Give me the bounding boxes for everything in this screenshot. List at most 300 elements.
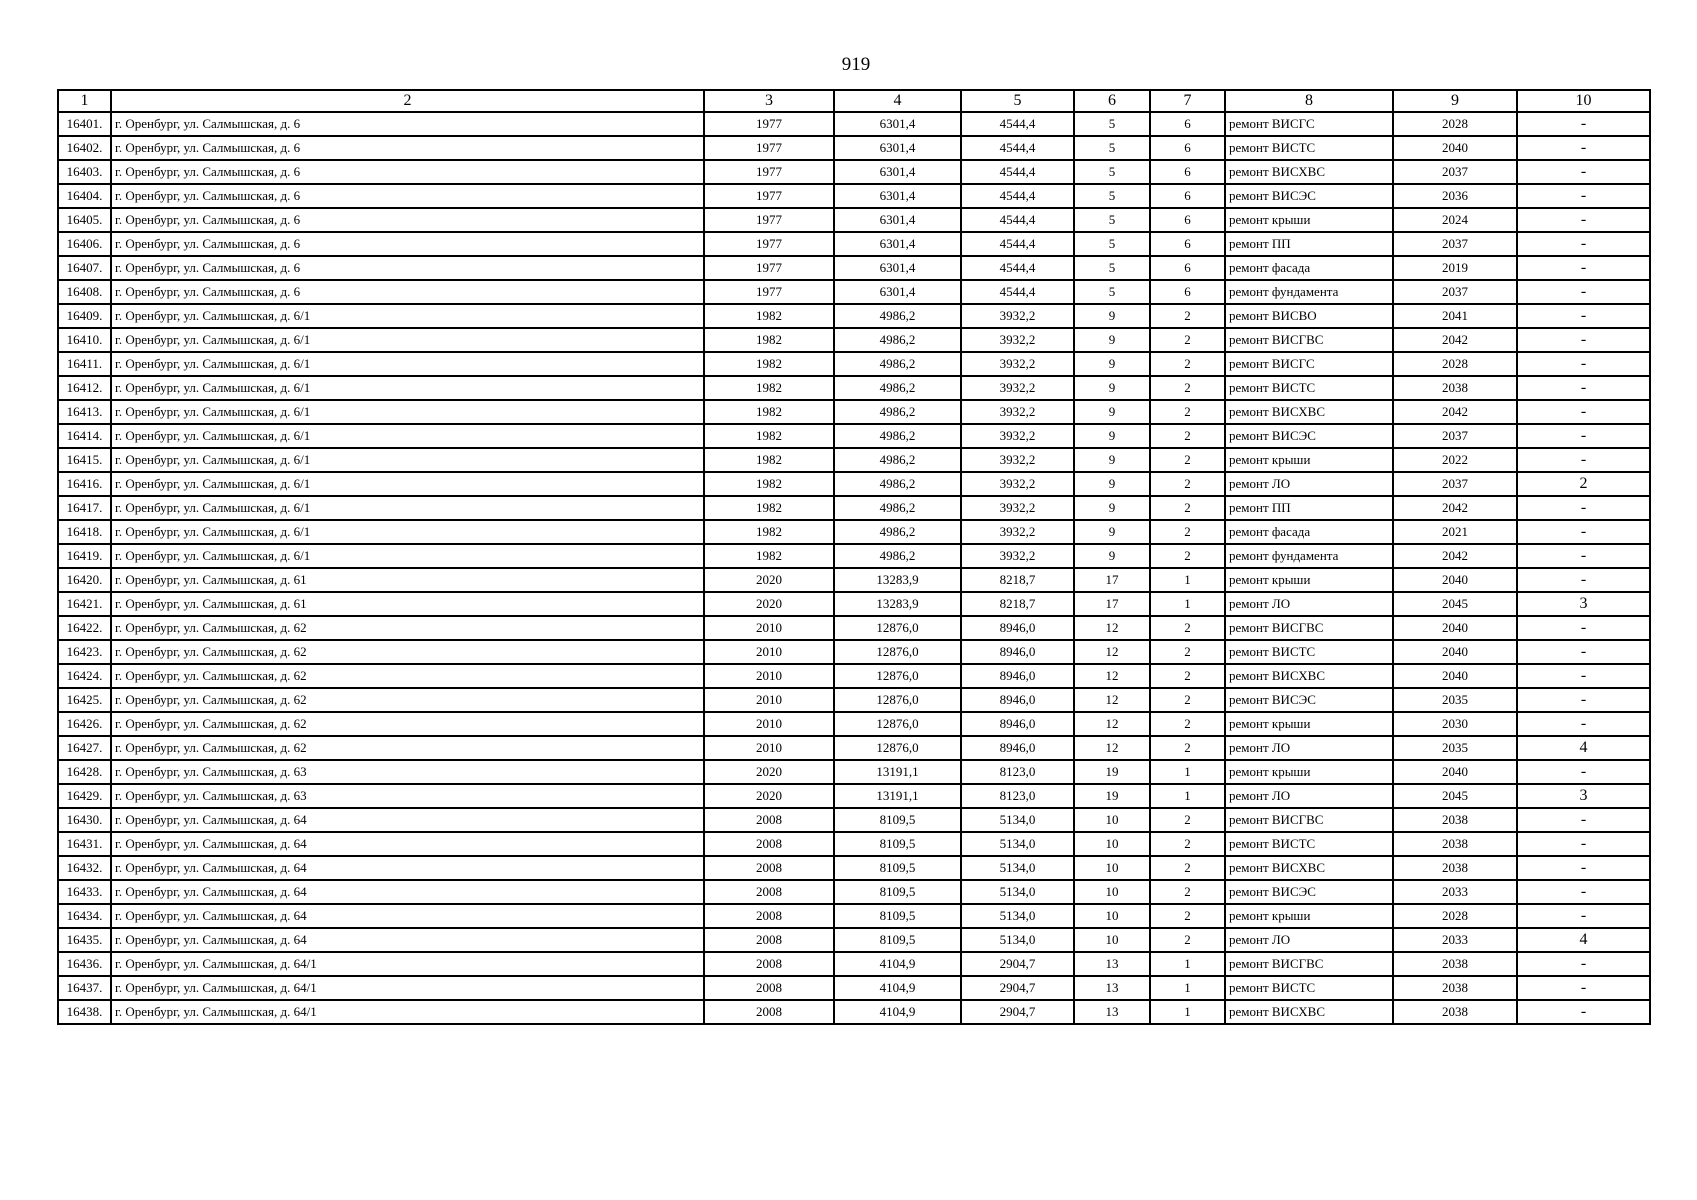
- table-row: [58, 856, 1650, 880]
- address-cell: г. Оренбург, ул. Салмышская, д. 6: [111, 232, 704, 256]
- entrances-cell: 2: [1150, 472, 1225, 496]
- floors-cell: 10: [1074, 808, 1150, 832]
- table-row: [58, 232, 1650, 256]
- row-number: 16427.: [58, 736, 111, 760]
- address-cell: г. Оренбург, ул. Салмышская, д. 62: [111, 664, 704, 688]
- living-area-cell: 5134,0: [961, 832, 1074, 856]
- living-area-cell: 3932,2: [961, 328, 1074, 352]
- floors-cell: 10: [1074, 856, 1150, 880]
- table-row: [58, 928, 1650, 952]
- row-number: 16421.: [58, 592, 111, 616]
- floors-cell: 5: [1074, 208, 1150, 232]
- row-number: 16413.: [58, 400, 111, 424]
- entrances-cell: 2: [1150, 904, 1225, 928]
- floors-cell: 9: [1074, 304, 1150, 328]
- address-cell: г. Оренбург, ул. Салмышская, д. 64/1: [111, 976, 704, 1000]
- address-cell: г. Оренбург, ул. Салмышская, д. 6: [111, 280, 704, 304]
- living-area-cell: 3932,2: [961, 352, 1074, 376]
- address-cell: г. Оренбург, ул. Салмышская, д. 62: [111, 736, 704, 760]
- planned-year-cell: 2019: [1393, 256, 1517, 280]
- total-area-cell: 6301,4: [834, 112, 961, 136]
- year-cell: 2008: [704, 928, 834, 952]
- work-type-cell: ремонт ВИСХВС: [1225, 160, 1393, 184]
- total-area-cell: 13283,9: [834, 592, 961, 616]
- work-type-cell: ремонт ВИСТС: [1225, 640, 1393, 664]
- total-area-cell: 4986,2: [834, 424, 961, 448]
- entrances-cell: 1: [1150, 760, 1225, 784]
- table-row: [58, 376, 1650, 400]
- living-area-cell: 4544,4: [961, 160, 1074, 184]
- total-area-cell: 8109,5: [834, 880, 961, 904]
- row-number: 16414.: [58, 424, 111, 448]
- entrances-cell: 2: [1150, 880, 1225, 904]
- entrances-cell: 2: [1150, 712, 1225, 736]
- table-row: [58, 544, 1650, 568]
- living-area-cell: 5134,0: [961, 928, 1074, 952]
- table-row: [58, 880, 1650, 904]
- address-cell: г. Оренбург, ул. Салмышская, д. 64: [111, 856, 704, 880]
- address-cell: г. Оренбург, ул. Салмышская, д. 61: [111, 568, 704, 592]
- entrances-cell: 6: [1150, 256, 1225, 280]
- row-number: 16438.: [58, 1000, 111, 1024]
- table-body: [58, 112, 1650, 1024]
- floors-cell: 13: [1074, 976, 1150, 1000]
- table-row: [58, 352, 1650, 376]
- address-cell: г. Оренбург, ул. Салмышская, д. 6/1: [111, 424, 704, 448]
- planned-year-cell: 2038: [1393, 856, 1517, 880]
- lifts-cell: -: [1517, 424, 1650, 448]
- table-row: [58, 448, 1650, 472]
- lifts-cell: -: [1517, 352, 1650, 376]
- lifts-cell: -: [1517, 328, 1650, 352]
- page-number: 919: [841, 54, 871, 75]
- year-cell: 2020: [704, 592, 834, 616]
- work-type-cell: ремонт ВИСХВС: [1225, 856, 1393, 880]
- table-row: [58, 808, 1650, 832]
- work-type-cell: ремонт фундамента: [1225, 544, 1393, 568]
- total-area-cell: 12876,0: [834, 640, 961, 664]
- living-area-cell: 5134,0: [961, 856, 1074, 880]
- lifts-cell: -: [1517, 520, 1650, 544]
- planned-year-cell: 2040: [1393, 640, 1517, 664]
- data-table: [57, 89, 1651, 1025]
- row-number: 16408.: [58, 280, 111, 304]
- total-area-cell: 6301,4: [834, 160, 961, 184]
- lifts-cell: -: [1517, 808, 1650, 832]
- address-cell: г. Оренбург, ул. Салмышская, д. 64: [111, 904, 704, 928]
- address-cell: г. Оренбург, ул. Салмышская, д. 6/1: [111, 328, 704, 352]
- work-type-cell: ремонт фундамента: [1225, 280, 1393, 304]
- total-area-cell: 6301,4: [834, 136, 961, 160]
- planned-year-cell: 2038: [1393, 976, 1517, 1000]
- living-area-cell: 8946,0: [961, 688, 1074, 712]
- planned-year-cell: 2038: [1393, 1000, 1517, 1024]
- year-cell: 1982: [704, 472, 834, 496]
- work-type-cell: ремонт крыши: [1225, 904, 1393, 928]
- entrances-cell: 2: [1150, 352, 1225, 376]
- address-cell: г. Оренбург, ул. Салмышская, д. 64: [111, 880, 704, 904]
- table-row: [58, 976, 1650, 1000]
- planned-year-cell: 2033: [1393, 880, 1517, 904]
- work-type-cell: ремонт ВИСХВС: [1225, 664, 1393, 688]
- table-row: [58, 760, 1650, 784]
- total-area-cell: 4986,2: [834, 400, 961, 424]
- table-row: [58, 832, 1650, 856]
- planned-year-cell: 2037: [1393, 424, 1517, 448]
- lifts-cell: -: [1517, 544, 1650, 568]
- address-cell: г. Оренбург, ул. Салмышская, д. 64: [111, 832, 704, 856]
- year-cell: 1977: [704, 136, 834, 160]
- work-type-cell: ремонт ВИСХВС: [1225, 1000, 1393, 1024]
- year-cell: 2008: [704, 976, 834, 1000]
- floors-cell: 9: [1074, 352, 1150, 376]
- column-header-6: 6: [1074, 90, 1150, 112]
- entrances-cell: 1: [1150, 568, 1225, 592]
- lifts-cell: -: [1517, 256, 1650, 280]
- address-cell: г. Оренбург, ул. Салмышская, д. 6: [111, 112, 704, 136]
- living-area-cell: 3932,2: [961, 424, 1074, 448]
- total-area-cell: 4986,2: [834, 472, 961, 496]
- row-number: 16437.: [58, 976, 111, 1000]
- work-type-cell: ремонт ПП: [1225, 496, 1393, 520]
- address-cell: г. Оренбург, ул. Салмышская, д. 63: [111, 784, 704, 808]
- row-number: 16434.: [58, 904, 111, 928]
- total-area-cell: 4986,2: [834, 304, 961, 328]
- table-row: [58, 184, 1650, 208]
- year-cell: 2020: [704, 568, 834, 592]
- address-cell: г. Оренбург, ул. Салмышская, д. 6: [111, 160, 704, 184]
- lifts-cell: 4: [1517, 928, 1650, 952]
- year-cell: 2010: [704, 664, 834, 688]
- planned-year-cell: 2035: [1393, 688, 1517, 712]
- planned-year-cell: 2033: [1393, 928, 1517, 952]
- total-area-cell: 4986,2: [834, 520, 961, 544]
- work-type-cell: ремонт ЛО: [1225, 736, 1393, 760]
- table-row: [58, 304, 1650, 328]
- year-cell: 2020: [704, 760, 834, 784]
- row-number: 16422.: [58, 616, 111, 640]
- address-cell: г. Оренбург, ул. Салмышская, д. 6: [111, 136, 704, 160]
- column-header-2: 2: [111, 90, 704, 112]
- year-cell: 2010: [704, 640, 834, 664]
- floors-cell: 19: [1074, 784, 1150, 808]
- floors-cell: 5: [1074, 160, 1150, 184]
- living-area-cell: 8946,0: [961, 616, 1074, 640]
- lifts-cell: -: [1517, 304, 1650, 328]
- year-cell: 2010: [704, 616, 834, 640]
- floors-cell: 9: [1074, 448, 1150, 472]
- floors-cell: 10: [1074, 928, 1150, 952]
- table-row: [58, 616, 1650, 640]
- address-cell: г. Оренбург, ул. Салмышская, д. 6/1: [111, 520, 704, 544]
- year-cell: 1982: [704, 520, 834, 544]
- total-area-cell: 8109,5: [834, 808, 961, 832]
- lifts-cell: -: [1517, 664, 1650, 688]
- total-area-cell: 12876,0: [834, 712, 961, 736]
- work-type-cell: ремонт ВИСГВС: [1225, 328, 1393, 352]
- floors-cell: 12: [1074, 712, 1150, 736]
- entrances-cell: 2: [1150, 376, 1225, 400]
- lifts-cell: -: [1517, 952, 1650, 976]
- total-area-cell: 12876,0: [834, 664, 961, 688]
- work-type-cell: ремонт ВИСВО: [1225, 304, 1393, 328]
- planned-year-cell: 2028: [1393, 352, 1517, 376]
- total-area-cell: 6301,4: [834, 280, 961, 304]
- living-area-cell: 8946,0: [961, 736, 1074, 760]
- entrances-cell: 2: [1150, 688, 1225, 712]
- living-area-cell: 3932,2: [961, 400, 1074, 424]
- planned-year-cell: 2037: [1393, 232, 1517, 256]
- total-area-cell: 4104,9: [834, 952, 961, 976]
- floors-cell: 5: [1074, 280, 1150, 304]
- year-cell: 2008: [704, 1000, 834, 1024]
- table-row: [58, 496, 1650, 520]
- work-type-cell: ремонт ВИСТС: [1225, 832, 1393, 856]
- address-cell: г. Оренбург, ул. Салмышская, д. 62: [111, 640, 704, 664]
- column-header-7: 7: [1150, 90, 1225, 112]
- table-row: [58, 712, 1650, 736]
- work-type-cell: ремонт крыши: [1225, 448, 1393, 472]
- year-cell: 1982: [704, 448, 834, 472]
- row-number: 16405.: [58, 208, 111, 232]
- address-cell: г. Оренбург, ул. Салмышская, д. 6/1: [111, 448, 704, 472]
- total-area-cell: 4104,9: [834, 1000, 961, 1024]
- work-type-cell: ремонт фасада: [1225, 520, 1393, 544]
- row-number: 16425.: [58, 688, 111, 712]
- entrances-cell: 6: [1150, 160, 1225, 184]
- planned-year-cell: 2030: [1393, 712, 1517, 736]
- row-number: 16436.: [58, 952, 111, 976]
- table-row: [58, 568, 1650, 592]
- lifts-cell: -: [1517, 880, 1650, 904]
- lifts-cell: -: [1517, 712, 1650, 736]
- entrances-cell: 2: [1150, 544, 1225, 568]
- total-area-cell: 8109,5: [834, 832, 961, 856]
- planned-year-cell: 2041: [1393, 304, 1517, 328]
- planned-year-cell: 2024: [1393, 208, 1517, 232]
- total-area-cell: 13191,1: [834, 760, 961, 784]
- row-number: 16410.: [58, 328, 111, 352]
- year-cell: 1982: [704, 304, 834, 328]
- lifts-cell: -: [1517, 280, 1650, 304]
- lifts-cell: -: [1517, 1000, 1650, 1024]
- planned-year-cell: 2036: [1393, 184, 1517, 208]
- year-cell: 1982: [704, 400, 834, 424]
- floors-cell: 9: [1074, 376, 1150, 400]
- floors-cell: 9: [1074, 496, 1150, 520]
- row-number: 16424.: [58, 664, 111, 688]
- floors-cell: 12: [1074, 640, 1150, 664]
- lifts-cell: -: [1517, 160, 1650, 184]
- entrances-cell: 1: [1150, 784, 1225, 808]
- floors-cell: 9: [1074, 472, 1150, 496]
- work-type-cell: ремонт ЛО: [1225, 784, 1393, 808]
- planned-year-cell: 2037: [1393, 280, 1517, 304]
- planned-year-cell: 2045: [1393, 784, 1517, 808]
- total-area-cell: 13283,9: [834, 568, 961, 592]
- planned-year-cell: 2028: [1393, 112, 1517, 136]
- lifts-cell: -: [1517, 232, 1650, 256]
- total-area-cell: 13191,1: [834, 784, 961, 808]
- planned-year-cell: 2042: [1393, 496, 1517, 520]
- row-number: 16420.: [58, 568, 111, 592]
- lifts-cell: -: [1517, 496, 1650, 520]
- floors-cell: 19: [1074, 760, 1150, 784]
- row-number: 16409.: [58, 304, 111, 328]
- address-cell: г. Оренбург, ул. Салмышская, д. 61: [111, 592, 704, 616]
- floors-cell: 5: [1074, 184, 1150, 208]
- living-area-cell: 4544,4: [961, 232, 1074, 256]
- living-area-cell: 2904,7: [961, 952, 1074, 976]
- address-cell: г. Оренбург, ул. Салмышская, д. 6/1: [111, 544, 704, 568]
- living-area-cell: 4544,4: [961, 256, 1074, 280]
- entrances-cell: 2: [1150, 448, 1225, 472]
- row-number: 16417.: [58, 496, 111, 520]
- row-number: 16423.: [58, 640, 111, 664]
- entrances-cell: 1: [1150, 976, 1225, 1000]
- year-cell: 2008: [704, 880, 834, 904]
- entrances-cell: 6: [1150, 184, 1225, 208]
- table-row: [58, 640, 1650, 664]
- work-type-cell: ремонт ВИСГВС: [1225, 808, 1393, 832]
- table-row: [58, 904, 1650, 928]
- address-cell: г. Оренбург, ул. Салмышская, д. 6/1: [111, 400, 704, 424]
- year-cell: 2010: [704, 712, 834, 736]
- lifts-cell: -: [1517, 904, 1650, 928]
- row-number: 16404.: [58, 184, 111, 208]
- entrances-cell: 6: [1150, 280, 1225, 304]
- header-row: [58, 90, 1650, 112]
- planned-year-cell: 2040: [1393, 136, 1517, 160]
- table-row: [58, 136, 1650, 160]
- work-type-cell: ремонт ВИСГС: [1225, 112, 1393, 136]
- total-area-cell: 8109,5: [834, 856, 961, 880]
- table-row: [58, 400, 1650, 424]
- work-type-cell: ремонт ВИСЭС: [1225, 184, 1393, 208]
- living-area-cell: 4544,4: [961, 184, 1074, 208]
- entrances-cell: 2: [1150, 856, 1225, 880]
- entrances-cell: 6: [1150, 112, 1225, 136]
- year-cell: 1977: [704, 112, 834, 136]
- work-type-cell: ремонт ВИСХВС: [1225, 400, 1393, 424]
- planned-year-cell: 2037: [1393, 472, 1517, 496]
- work-type-cell: ремонт ПП: [1225, 232, 1393, 256]
- work-type-cell: ремонт крыши: [1225, 760, 1393, 784]
- year-cell: 2020: [704, 784, 834, 808]
- work-type-cell: ремонт фасада: [1225, 256, 1393, 280]
- entrances-cell: 2: [1150, 640, 1225, 664]
- address-cell: г. Оренбург, ул. Салмышская, д. 62: [111, 688, 704, 712]
- living-area-cell: 8218,7: [961, 568, 1074, 592]
- planned-year-cell: 2040: [1393, 664, 1517, 688]
- living-area-cell: 8218,7: [961, 592, 1074, 616]
- floors-cell: 9: [1074, 520, 1150, 544]
- total-area-cell: 12876,0: [834, 688, 961, 712]
- floors-cell: 9: [1074, 544, 1150, 568]
- total-area-cell: 12876,0: [834, 736, 961, 760]
- lifts-cell: -: [1517, 616, 1650, 640]
- work-type-cell: ремонт крыши: [1225, 712, 1393, 736]
- table-row: [58, 424, 1650, 448]
- living-area-cell: 3932,2: [961, 376, 1074, 400]
- planned-year-cell: 2038: [1393, 952, 1517, 976]
- lifts-cell: 2: [1517, 472, 1650, 496]
- address-cell: г. Оренбург, ул. Салмышская, д. 62: [111, 712, 704, 736]
- table-row: [58, 664, 1650, 688]
- entrances-cell: 1: [1150, 592, 1225, 616]
- row-number: 16419.: [58, 544, 111, 568]
- table-row: [58, 1000, 1650, 1024]
- work-type-cell: ремонт ВИСГВС: [1225, 616, 1393, 640]
- row-number: 16416.: [58, 472, 111, 496]
- address-cell: г. Оренбург, ул. Салмышская, д. 64: [111, 928, 704, 952]
- living-area-cell: 3932,2: [961, 304, 1074, 328]
- entrances-cell: 2: [1150, 496, 1225, 520]
- entrances-cell: 6: [1150, 232, 1225, 256]
- planned-year-cell: 2037: [1393, 160, 1517, 184]
- entrances-cell: 2: [1150, 736, 1225, 760]
- total-area-cell: 4986,2: [834, 448, 961, 472]
- floors-cell: 9: [1074, 424, 1150, 448]
- floors-cell: 17: [1074, 592, 1150, 616]
- lifts-cell: 4: [1517, 736, 1650, 760]
- column-header-8: 8: [1225, 90, 1393, 112]
- floors-cell: 5: [1074, 232, 1150, 256]
- work-type-cell: ремонт ЛО: [1225, 472, 1393, 496]
- row-number: 16411.: [58, 352, 111, 376]
- work-type-cell: ремонт ВИСЭС: [1225, 424, 1393, 448]
- lifts-cell: -: [1517, 136, 1650, 160]
- planned-year-cell: 2038: [1393, 808, 1517, 832]
- living-area-cell: 8123,0: [961, 784, 1074, 808]
- work-type-cell: ремонт ВИСЭС: [1225, 880, 1393, 904]
- column-header-9: 9: [1393, 90, 1517, 112]
- table-row: [58, 160, 1650, 184]
- entrances-cell: 2: [1150, 664, 1225, 688]
- row-number: 16430.: [58, 808, 111, 832]
- planned-year-cell: 2045: [1393, 592, 1517, 616]
- living-area-cell: 2904,7: [961, 976, 1074, 1000]
- table-row: [58, 472, 1650, 496]
- total-area-cell: 6301,4: [834, 184, 961, 208]
- lifts-cell: -: [1517, 376, 1650, 400]
- year-cell: 2008: [704, 952, 834, 976]
- table-row: [58, 328, 1650, 352]
- year-cell: 2008: [704, 808, 834, 832]
- living-area-cell: 8123,0: [961, 760, 1074, 784]
- floors-cell: 9: [1074, 328, 1150, 352]
- year-cell: 1982: [704, 496, 834, 520]
- total-area-cell: 4986,2: [834, 376, 961, 400]
- year-cell: 1977: [704, 160, 834, 184]
- row-number: 16429.: [58, 784, 111, 808]
- year-cell: 1977: [704, 256, 834, 280]
- total-area-cell: 4986,2: [834, 352, 961, 376]
- living-area-cell: 4544,4: [961, 280, 1074, 304]
- work-type-cell: ремонт ВИСТС: [1225, 976, 1393, 1000]
- floors-cell: 12: [1074, 616, 1150, 640]
- floors-cell: 10: [1074, 880, 1150, 904]
- address-cell: г. Оренбург, ул. Салмышская, д. 6: [111, 208, 704, 232]
- entrances-cell: 6: [1150, 136, 1225, 160]
- living-area-cell: 5134,0: [961, 808, 1074, 832]
- lifts-cell: -: [1517, 400, 1650, 424]
- floors-cell: 5: [1074, 256, 1150, 280]
- total-area-cell: 4986,2: [834, 496, 961, 520]
- column-header-1: 1: [58, 90, 111, 112]
- lifts-cell: -: [1517, 832, 1650, 856]
- year-cell: 1977: [704, 232, 834, 256]
